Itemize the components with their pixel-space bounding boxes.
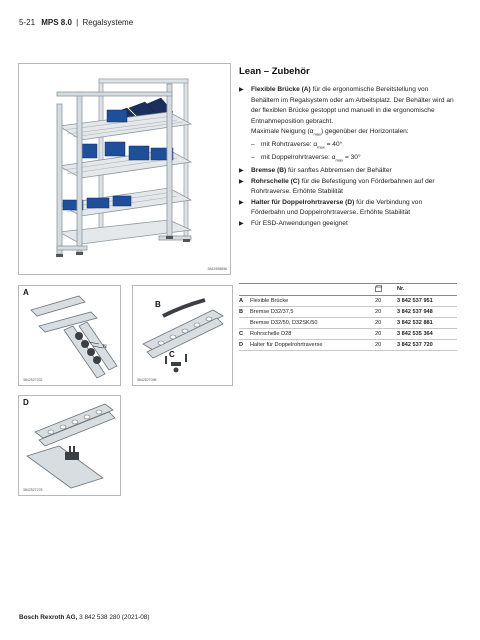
order-table xyxy=(239,283,457,351)
detail-letter-b: B xyxy=(155,300,161,309)
feature-text: für sanftes Abbremsen der Behälter xyxy=(286,167,392,175)
brake-clamp-illustration xyxy=(133,286,232,385)
image-code: 3842527332 xyxy=(23,378,43,382)
incline-item: – mit Doppelrohrtraverse: $\alpha_{max} = 30^\circ$ xyxy=(251,154,361,163)
feature-text: für die Verbindung von Förderbahn und Doppelrohrtraverse. Erhöhte Stabilität xyxy=(251,198,423,217)
incline-intro: Maximale Neigung $(\alpha_{max})$ gegenüber der Horizontalen: xyxy=(251,128,409,137)
section-title: Lean – Zubehör xyxy=(239,66,310,77)
table-row: C Rohrschelle D28 20 3 842 535 364 xyxy=(239,329,457,340)
detail-image-bc xyxy=(132,285,233,386)
header-separator: | xyxy=(76,18,79,27)
feature-bold: Rohrschelle (C) xyxy=(251,177,300,185)
detail-letter-c: C xyxy=(169,350,175,359)
detail-image-a xyxy=(18,285,121,386)
bullet-triangle-icon: ▶ xyxy=(239,168,244,175)
detail-letter-a: A xyxy=(23,288,29,297)
image-code: 3842527095 xyxy=(137,378,157,382)
bullet-triangle-icon: ▶ xyxy=(239,199,244,206)
incline-item: – mit Rohrtraverse: $\alpha_{max} = 40^\circ$ xyxy=(251,141,343,150)
detail-letter-d: D xyxy=(23,398,29,407)
table-row: D Halter für Doppelrohrtraverse 20 3 842 537 720 xyxy=(239,340,457,351)
packaging-icon xyxy=(375,284,397,295)
table-row: Bremse D32/50, D32SK/50 20 3 842 532 881 xyxy=(239,318,457,329)
product-name: MPS 8.0 xyxy=(41,18,72,27)
feature-list xyxy=(239,85,457,230)
feature-item xyxy=(239,85,457,166)
feature-bold: Halter für Doppelrohrtraverse (D) xyxy=(251,198,355,206)
bullet-triangle-icon: ▶ xyxy=(239,221,244,228)
feature-text: für die Befestigung von Förderbahnen auf der Rohrtraverse. Erhöhte Stabilität xyxy=(251,177,435,196)
bullet-triangle-icon: ▶ xyxy=(239,87,244,93)
feature-item xyxy=(239,198,457,219)
table-header xyxy=(239,283,457,296)
chapter-name: Regalsysteme xyxy=(82,18,134,27)
image-code: 3842527278 xyxy=(23,488,43,492)
table-row: A Flexible Brücke 20 3 842 537 951 xyxy=(239,296,457,307)
n-label: N xyxy=(103,344,107,350)
image-code: 3842998898 xyxy=(207,267,227,271)
feature-bold: Flexible Brücke (A) xyxy=(251,86,311,93)
column-nr: Nr. xyxy=(397,286,405,292)
feature-item xyxy=(239,177,457,198)
feature-text: für die ergonomische Bereitstellung von Behältern im Regalsystem oder am Arbeitsplatz. Der Behälter wird an der flexiblen Brücke gestoppt und manuell in die ergonomische Entnahmeposition gebracht. xyxy=(251,86,454,125)
feature-item xyxy=(239,166,457,177)
rack-image xyxy=(18,63,231,275)
feature-text: Für ESD-Anwendungen geeignet xyxy=(251,220,348,228)
page-number: 5-21 xyxy=(19,18,36,27)
feature-item xyxy=(239,219,457,230)
page-footer xyxy=(19,614,150,621)
double-tube-holder-illustration xyxy=(19,396,120,495)
page-header xyxy=(19,18,133,27)
flexible-bridge-illustration xyxy=(19,286,120,385)
footer-company: Bosch Rexroth AG, xyxy=(19,614,78,621)
rack-illustration xyxy=(19,64,230,274)
bullet-triangle-icon: ▶ xyxy=(239,178,244,185)
feature-bold: Bremse (B) xyxy=(251,167,287,175)
detail-image-d xyxy=(18,395,121,496)
table-row: B Bremse D32/37,5 20 3 842 537 948 xyxy=(239,307,457,318)
footer-doc: 3 842 538 280 (2021-08) xyxy=(79,614,150,621)
